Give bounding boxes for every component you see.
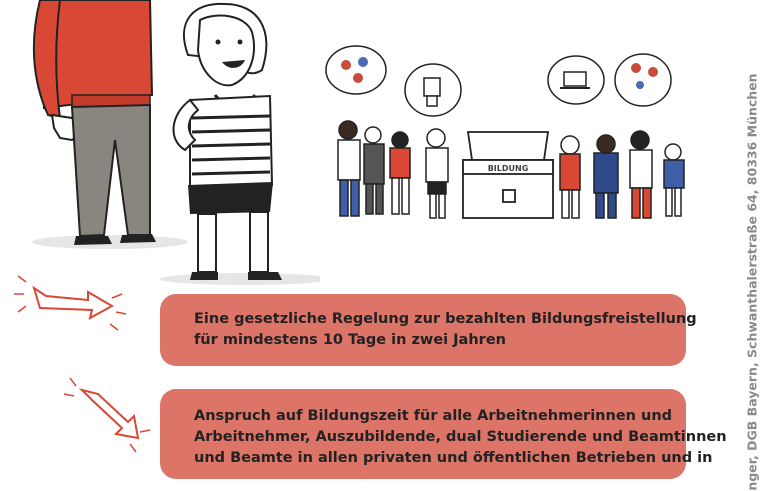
demand-box-1: [160, 294, 697, 366]
arrow-doodle-1: [12, 268, 132, 334]
demand-2-line-1: Anspruch auf Bildungszeit für alle Arbeitnehmerinnen und: [194, 408, 673, 424]
demand-box-2: [160, 389, 727, 479]
people-illustration: [0, 0, 320, 290]
imprint-text: nger, DGB Bayern, Schwanthalerstraße 64, 80336 München: [744, 73, 760, 491]
demand-2-line-3: und Beamte in allen privaten und öffentlichen Betrieben und in: [194, 450, 713, 466]
chest-label: BILDUNG: [487, 164, 529, 173]
demand-2-line-2: Arbeitnehmer, Auszubildende, dual Studierende und Beamtinnen: [194, 429, 727, 445]
bildung-chest-illustration: [318, 40, 708, 230]
demand-1-line-1: Eine gesetzliche Regelung zur bezahlten Bildungsfreistellung: [194, 311, 697, 327]
demand-1-line-2: für mindestens 10 Tage in zwei Jahren: [194, 332, 506, 348]
arrow-doodle-2: [60, 374, 160, 454]
imprint-sidebar: [740, 0, 764, 491]
